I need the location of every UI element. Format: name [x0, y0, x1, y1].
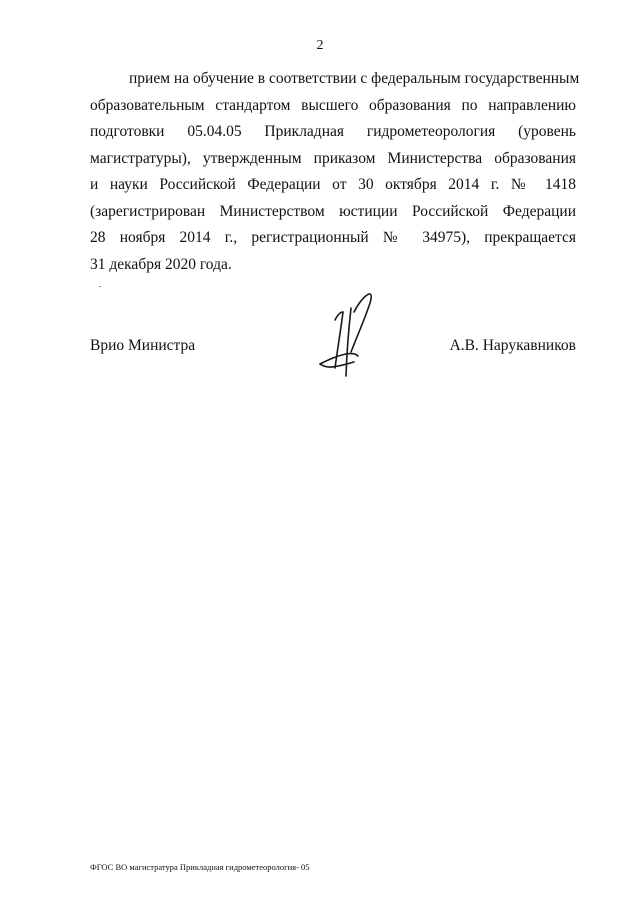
signatory-title: Врио Министра	[90, 337, 196, 354]
signatory-name: А.В. Нарукавников	[449, 337, 576, 354]
body-line: магистратуры), утвержденным приказом Министерства образования	[90, 149, 576, 167]
body-line: (зарегистрирован Министерством юстиции Российской Федерации	[90, 202, 576, 220]
body-line: образовательным стандартом высшего образования по направлению	[90, 96, 576, 114]
scan-speck	[99, 286, 101, 287]
body-paragraph	[90, 66, 580, 278]
body-line: прием на обучение в соответствии с федеральным государственным	[129, 70, 580, 87]
body-line: 31 декабря 2020 года.	[90, 255, 232, 273]
document-footer: ФГОС ВО магистратура Прикладная гидрометеорология- 05	[90, 862, 310, 872]
body-line: и науки Российской Федерации от 30 октября 2014 г. № 1418	[90, 176, 576, 193]
handwritten-signature	[306, 292, 384, 382]
body-line: подготовки 05.04.05 Прикладная гидрометеорология (уровень	[90, 123, 576, 140]
body-line: 28 ноября 2014 г., регистрационный № 34975), прекращается	[90, 229, 576, 246]
page-number: 2	[316, 38, 324, 53]
